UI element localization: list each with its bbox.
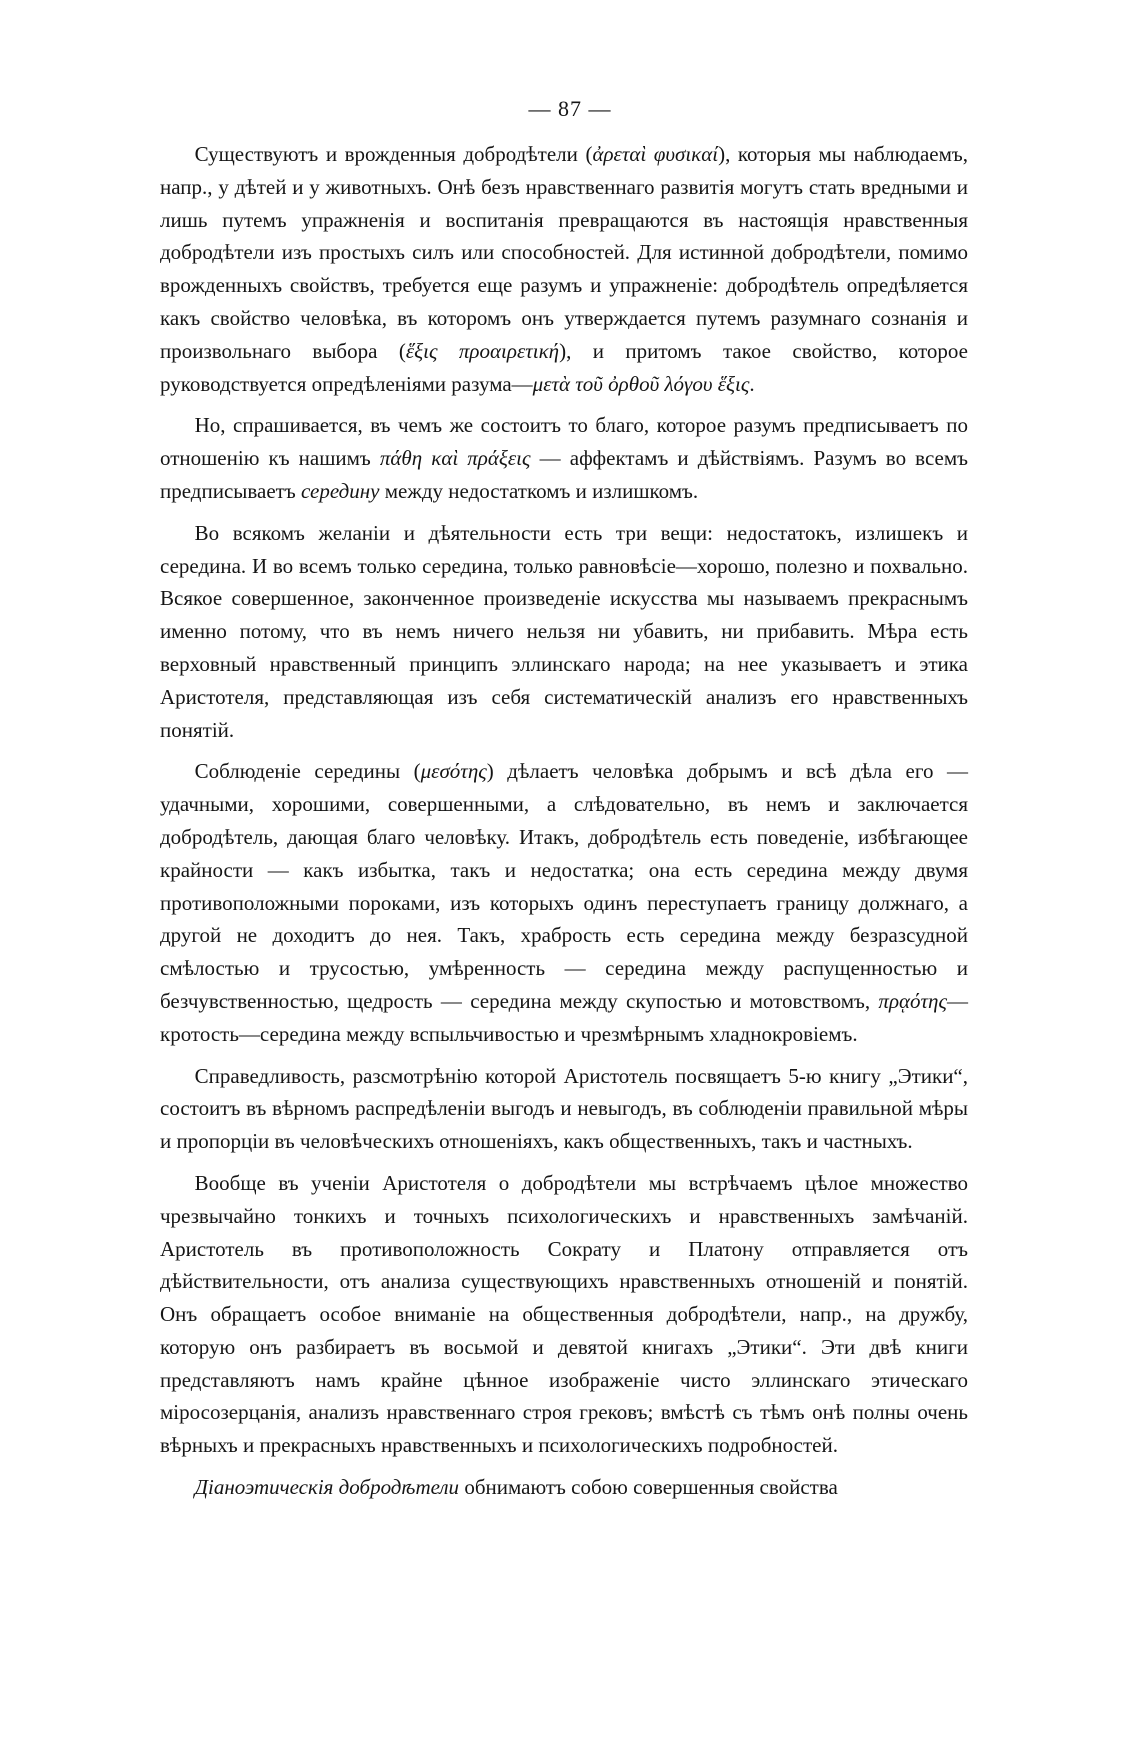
text-segment: Соблюденіе середины ( [194, 759, 421, 784]
text-segment: ), и притомъ такое свойство, которое руководствуется опредѣленіями разума— [160, 338, 968, 396]
paragraph-3 [160, 517, 968, 747]
greek-phrase: ἕξις προαιρετική [405, 338, 560, 363]
text-segment: Справедливость, разсмотрѣнію которой Аристотель посвящаетъ 5-ю книгу „Этики“, состоитъ въ вѣрномъ распредѣленіи выгодъ и невыгодъ, въ соблюденіи правильной мѣры и пропорціи въ человѣческихъ отношеніяхъ, какъ общественныхъ, такъ и частныхъ. [160, 1063, 968, 1154]
paragraph-7 [160, 1471, 968, 1504]
paragraph-5 [160, 1060, 968, 1158]
text-segment: между недостаткомъ и излишкомъ. [379, 478, 699, 503]
text-segment: ), которыя мы наблюдаемъ, напр., у дѣтей и у животныхъ. Онѣ безъ нравственнаго развитія могутъ стать вредными и лишь путемъ упражненія и воспитанія превращаются въ настоящія нравственныя добродѣтели изъ простыхъ силъ или способностей. Для истинной добродѣтели, помимо врожденныхъ свойствъ, требуется еще разумъ и упражненіе: добродѣтель опредѣляется какъ свойство человѣка, въ которомъ онъ утверждается путемъ разумнаго сознанія и произвольнаго выбора ( [160, 142, 968, 363]
paragraph-1 [160, 138, 968, 400]
italic-term: Діаноэтическія добродѣтели [194, 1475, 460, 1500]
text-segment: Вообще въ ученіи Аристотеля о добродѣтели мы встрѣчаемъ цѣлое множество чрезвычайно тонкихъ и точныхъ психологическихъ и нравственныхъ замѣчаній. Аристотель въ противоположность Сократу и Платону отправляется отъ дѣйствительности, отъ анализа существующихъ нравственныхъ отношеній и понятій. Онъ обращаетъ особое вниманіе на общественныя добродѣтели, напр., на дружбу, которую онъ разбираетъ въ восьмой и девятой книгахъ „Этики“. Эти двѣ книги представляютъ намъ крайне цѣнное изображеніе чисто эллинскаго этическаго міросозерцанія, анализъ нравственнаго строя грековъ; вмѣстѣ съ тѣмъ онѣ полны очень вѣрныхъ и прекрасныхъ нравственныхъ и психологическихъ подробностей. [160, 1170, 968, 1458]
text-segment: . [749, 371, 755, 396]
text-segment: — аффектамъ и дѣйствіямъ. Разумъ во всемъ предписываетъ [160, 446, 969, 503]
text-segment: Во всякомъ желаніи и дѣятельности есть три вещи: недостатокъ, излишекъ и середина. И во всемъ только середина, только равновѣсіе—хорошо, полезно и похвально. Всякое совершенное, законченное произведеніе искусства мы называемъ прекраснымъ именно потому, что въ немъ ничего нельзя ни убавить, ни прибавить. Мѣра есть верховный нравственный принципъ эллинскаго народа; на нее указываетъ и этика Аристотеля, представляющая изъ себя систематическій анализъ его нравственныхъ понятій. [160, 520, 968, 742]
greek-phrase: μεσότης [420, 759, 487, 784]
body-text [160, 138, 968, 1513]
text-segment: —кротость—середина между вспыльчивостью и чрезмѣрнымъ хладнокровіемъ. [160, 988, 968, 1046]
greek-phrase: πάθη καὶ πράξεις [379, 446, 531, 471]
paragraph-6 [160, 1167, 968, 1462]
greek-phrase: ἀρεταὶ φυσικαί [592, 142, 719, 166]
text-segment: ) дѣлаетъ человѣка добрымъ и всѣ дѣла его — удачными, хорошими, совершенными, а слѣдовательно, въ немъ и заключается добродѣтель, дающая благо человѣку. Итакъ, добродѣтель есть поведеніе, избѣгающее крайности — какъ избытка, такъ и недостатка; она есть середина между двумя противоположными пороками, изъ которыхъ одинъ переступаетъ границу должнаго, а другой не доходитъ до нея. Такъ, храбрость есть середина между безразсудной смѣлостью и трусостью, умѣренность — середина между распущенностью и безчувственностью, щедрость — середина между скупостью и мотовствомъ, [160, 759, 968, 1013]
text-segment: Существуютъ и врожденныя добродѣтели ( [194, 142, 593, 166]
italic-term: середину [300, 478, 380, 503]
greek-phrase: μετὰ τοῦ ὀρθοῦ λόγου ἕξις [532, 371, 750, 396]
text-segment: Но, спрашивается, въ чемъ же состоитъ то благо, которое разумъ предписываетъ по отношенію къ нашимъ [160, 413, 968, 471]
paragraph-2 [160, 409, 968, 507]
page-number: — 87 — [528, 96, 612, 121]
greek-phrase: πρᾳότης [878, 988, 947, 1013]
paragraph-4 [160, 755, 968, 1050]
text-segment: обнимаютъ собою совершенныя свойства [459, 1475, 838, 1500]
